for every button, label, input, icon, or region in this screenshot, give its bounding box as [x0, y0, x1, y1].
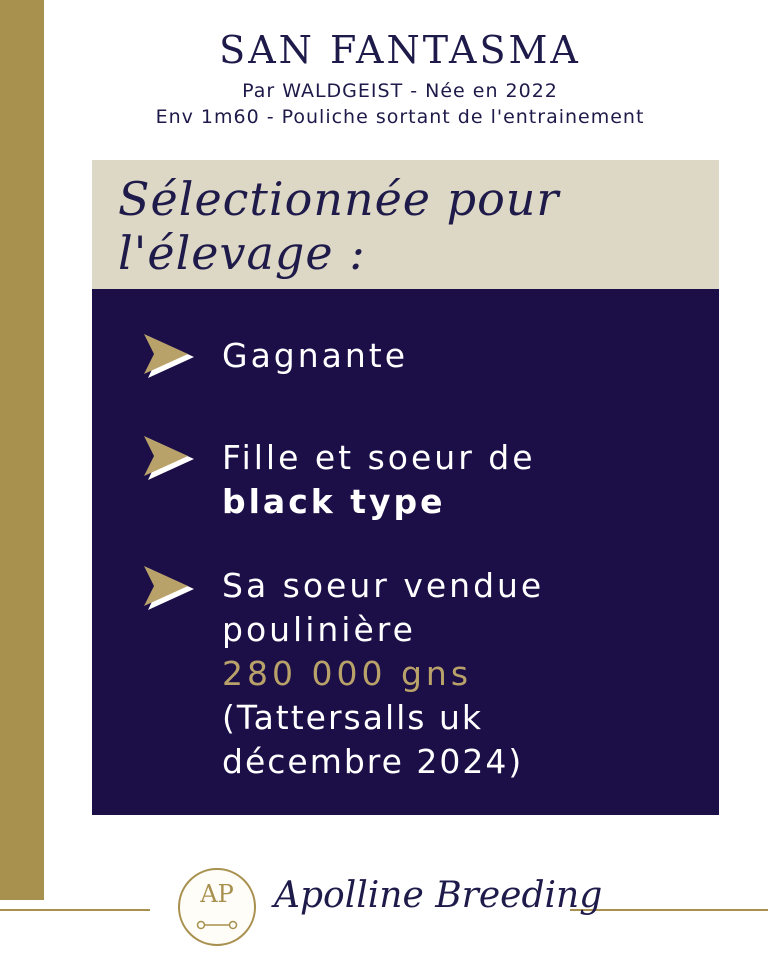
bridle-icon [196, 920, 238, 930]
price-text: 280 000 gns [222, 654, 473, 693]
item-text-bold: black type [222, 482, 446, 521]
chevron-right-icon [144, 562, 200, 616]
page-title: SAN FANTASMA [219, 28, 581, 72]
item-text: (Tattersalls uk [222, 698, 483, 737]
logo-monogram: AP [200, 880, 234, 908]
subtitle-height-status: Env 1m60 - Pouliche sortant de l'entrainement [155, 106, 645, 128]
item-text: Fille et soeur de [222, 438, 536, 477]
item-text: poulinière [222, 610, 416, 649]
list-item [222, 436, 536, 524]
chevron-right-icon [144, 432, 200, 486]
item-text: décembre 2024) [222, 742, 524, 781]
list-item [222, 334, 408, 378]
footer-divider-left [0, 909, 150, 911]
item-text: Sa soeur vendue [222, 566, 545, 605]
subtitle-sire-year: Par WALDGEIST - Née en 2022 [242, 80, 558, 102]
item-text: Gagnante [222, 336, 409, 375]
left-gold-bar [0, 0, 44, 900]
logo-icon [178, 868, 256, 946]
card-heading: Sélectionnée pour l'élevage : [118, 172, 560, 280]
brand-name: Apolline Breeding [274, 875, 603, 916]
chevron-right-icon [144, 330, 200, 384]
list-item [222, 564, 544, 784]
